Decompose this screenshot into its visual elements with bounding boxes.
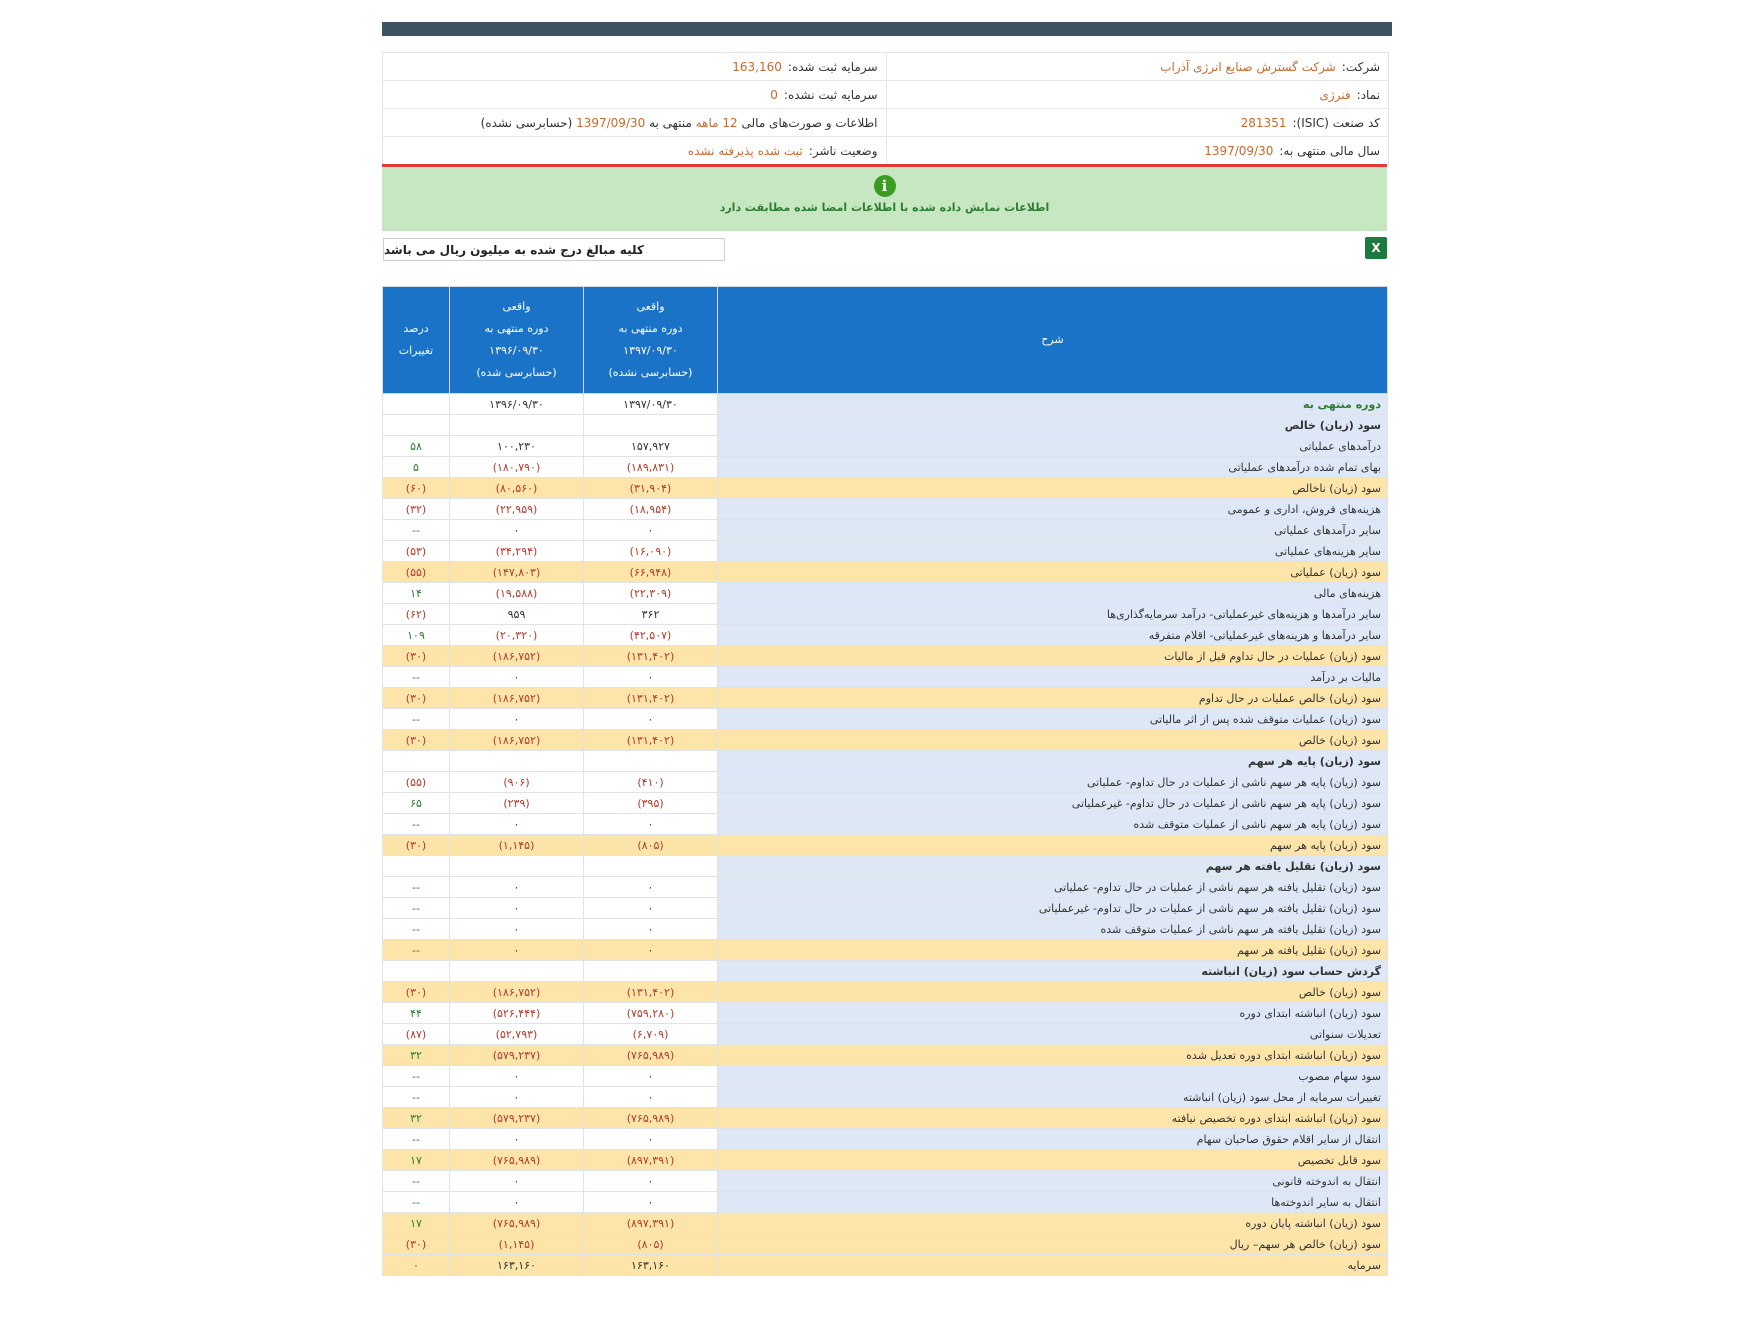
row-previous-value: (۵۷۹,۲۳۷) [450, 1108, 584, 1129]
row-description: سرمایه [718, 1255, 1388, 1276]
row-percent-change: -- [383, 1087, 450, 1108]
header-percent-change [383, 287, 450, 394]
table-row [383, 541, 1388, 562]
row-previous-value: ۰ [450, 940, 584, 961]
row-current-value: (۸۰۵) [584, 1234, 718, 1255]
table-row [383, 562, 1388, 583]
row-percent-change: ۰ [383, 1255, 450, 1276]
row-previous-value: (۸۰,۵۶۰) [450, 478, 584, 499]
table-row [383, 730, 1388, 751]
top-bar [382, 22, 1392, 36]
row-description: سود (زیان) عملیات در حال تداوم قبل از مالیات [718, 646, 1388, 667]
row-previous-value [450, 415, 584, 436]
row-previous-value [450, 961, 584, 982]
row-current-value: (۱۳۱,۴۰۲) [584, 688, 718, 709]
row-description: سود (زیان) تقلیل یافته هر سهم ناشی از عملیات در حال تداوم- غیرعملیاتی [718, 898, 1388, 919]
row-percent-change: -- [383, 898, 450, 919]
row-description: سایر درآمدها و هزینه‌های غیرعملیاتی- اقلام متفرقه [718, 625, 1388, 646]
row-previous-value: ۱۳۹۶/۰۹/۳۰ [450, 394, 584, 415]
row-current-value: ۰ [584, 940, 718, 961]
table-row [383, 814, 1388, 835]
table-row [383, 1213, 1388, 1234]
row-previous-value: (۵۲,۷۹۳) [450, 1024, 584, 1045]
header-line: واقعی [502, 300, 531, 313]
row-current-value: (۴۲,۵۰۷) [584, 625, 718, 646]
row-description: سود (زیان) پایه هر سهم [718, 835, 1388, 856]
publisher-status-label: وضعیت ناشر: [808, 143, 878, 158]
row-description: سود (زیان) تقلیل یافته هر سهم [718, 940, 1388, 961]
table-row [383, 415, 1388, 436]
row-previous-value: ۹۵۹ [450, 604, 584, 625]
row-current-value: (۳۹۵) [584, 793, 718, 814]
row-percent-change: (۳۰) [383, 1234, 450, 1255]
row-previous-value: ۰ [450, 520, 584, 541]
row-description: سود (زیان) انباشته پایان دوره [718, 1213, 1388, 1234]
row-description: سایر درآمدهای عملیاتی [718, 520, 1388, 541]
row-previous-value: ۱۰۰,۲۳۰ [450, 436, 584, 457]
header-current-period [584, 287, 718, 394]
row-percent-change: -- [383, 1192, 450, 1213]
row-percent-change: (۳۰) [383, 835, 450, 856]
statement-months: 12 ماهه [695, 115, 738, 130]
row-previous-value: ۰ [450, 709, 584, 730]
row-description: هزینه‌های فروش، اداری و عمومی [718, 499, 1388, 520]
row-previous-value: (۱۸۶,۷۵۲) [450, 730, 584, 751]
row-description: سود (زیان) خالص [718, 730, 1388, 751]
row-percent-change: -- [383, 940, 450, 961]
row-percent-change: (۶۰) [383, 478, 450, 499]
row-description: سود (زیان) پایه هر سهم ناشی از عملیات متوقف شده [718, 814, 1388, 835]
row-previous-value: ۰ [450, 919, 584, 940]
table-row [383, 919, 1388, 940]
table-row [383, 604, 1388, 625]
row-current-value: ۰ [584, 898, 718, 919]
row-previous-value: (۱,۱۴۵) [450, 835, 584, 856]
row-current-value: ۱۵۷,۹۲۷ [584, 436, 718, 457]
row-description: مالیات بر درآمد [718, 667, 1388, 688]
row-description: انتقال به اندوخته قانونی [718, 1171, 1388, 1192]
table-row [383, 982, 1388, 1003]
header-line: دوره منتهی به [484, 322, 549, 335]
table-row [383, 478, 1388, 499]
row-percent-change: -- [383, 1066, 450, 1087]
row-current-value: ۰ [584, 919, 718, 940]
page-wrapper [382, 22, 1392, 1272]
table-row [383, 520, 1388, 541]
row-current-value: (۱۳۱,۴۰۲) [584, 982, 718, 1003]
row-current-value: (۸۹۷,۳۹۱) [584, 1150, 718, 1171]
statement-date: 1397/09/30 [576, 115, 646, 130]
row-percent-change: -- [383, 814, 450, 835]
row-description: درآمدهای عملیاتی [718, 436, 1388, 457]
row-previous-value: ۰ [450, 1066, 584, 1087]
row-previous-value: ۰ [450, 1129, 584, 1150]
row-description: سود (زیان) خالص عملیات در حال تداوم [718, 688, 1388, 709]
row-description: انتقال به سایر اندوخته‌ها [718, 1192, 1388, 1213]
table-row [383, 625, 1388, 646]
info-row [383, 53, 1388, 81]
row-description: سود (زیان) انباشته ابتدای دوره [718, 1003, 1388, 1024]
statement-period-cell [383, 109, 886, 136]
row-current-value: ۱۳۹۷/۰۹/۳۰ [584, 394, 718, 415]
row-percent-change: ۶۵ [383, 793, 450, 814]
table-row [383, 1150, 1388, 1171]
table-row [383, 856, 1388, 877]
publisher-status-cell [383, 137, 886, 164]
row-description: سود (زیان) پایه هر سهم [718, 751, 1388, 772]
row-percent-change: ۵ [383, 457, 450, 478]
row-description: سود (زیان) پایه هر سهم ناشی از عملیات در حال تداوم- عملیاتی [718, 772, 1388, 793]
row-percent-change: (۵۵) [383, 772, 450, 793]
row-previous-value: (۲۳۹) [450, 793, 584, 814]
row-previous-value: ۰ [450, 667, 584, 688]
row-current-value: ۰ [584, 1171, 718, 1192]
row-percent-change [383, 961, 450, 982]
row-percent-change: ۴۴ [383, 1003, 450, 1024]
registered-capital-cell [383, 53, 886, 80]
symbol-cell [886, 81, 1389, 108]
row-description: دوره منتهی به [718, 394, 1388, 415]
table-row [383, 1066, 1388, 1087]
row-description: سود قابل تخصیص [718, 1150, 1388, 1171]
row-previous-value: (۹۰۶) [450, 772, 584, 793]
table-row [383, 961, 1388, 982]
row-current-value: (۱۳۱,۴۰۲) [584, 730, 718, 751]
header-line: (حسابرسی نشده) [608, 366, 693, 379]
row-description: گردش حساب سود (زیان) انباشته [718, 961, 1388, 982]
table-row [383, 1234, 1388, 1255]
notice-banner [382, 164, 1387, 231]
row-current-value: ۰ [584, 520, 718, 541]
row-current-value: (۲۲,۳۰۹) [584, 583, 718, 604]
row-current-value: (۱۸,۹۵۴) [584, 499, 718, 520]
table-row [383, 667, 1388, 688]
row-percent-change: (۳۰) [383, 982, 450, 1003]
row-current-value: (۱۶,۰۹۰) [584, 541, 718, 562]
row-description: سود (زیان) انباشته ابتدای دوره تعدیل شده [718, 1045, 1388, 1066]
row-current-value: ۰ [584, 877, 718, 898]
row-percent-change: -- [383, 667, 450, 688]
table-row [383, 1003, 1388, 1024]
header-line: ۱۳۹۷/۰۹/۳۰ [623, 344, 678, 357]
isic-cell [886, 109, 1389, 136]
row-percent-change: (۵۳) [383, 541, 450, 562]
row-current-value: (۶۶,۹۴۸) [584, 562, 718, 583]
row-description: سایر هزینه‌های عملیاتی [718, 541, 1388, 562]
row-description: سایر درآمدها و هزینه‌های غیرعملیاتی- درآمد سرمایه‌گذاری‌ها [718, 604, 1388, 625]
table-row [383, 688, 1388, 709]
row-previous-value: (۱۸۶,۷۵۲) [450, 688, 584, 709]
table-row [383, 940, 1388, 961]
table-row [383, 1192, 1388, 1213]
table-row [383, 499, 1388, 520]
row-description: انتقال از سایر اقلام حقوق صاحبان سهام [718, 1129, 1388, 1150]
statement-audit: (حسابرسی نشده) [480, 115, 573, 130]
publisher-status-value: ثبت شده پذیرفته نشده [687, 143, 803, 158]
row-percent-change: (۶۲) [383, 604, 450, 625]
row-percent-change [383, 856, 450, 877]
row-percent-change: (۳۰) [383, 688, 450, 709]
row-current-value: ۰ [584, 814, 718, 835]
row-description: بهای تمام شده درآمدهای عملیاتی [718, 457, 1388, 478]
statement-prefix: اطلاعات و صورت‌های مالی [741, 115, 878, 130]
row-current-value: (۱۸۹,۸۳۱) [584, 457, 718, 478]
table-row [383, 646, 1388, 667]
table-row [383, 835, 1388, 856]
row-previous-value: (۲۲,۹۵۹) [450, 499, 584, 520]
row-percent-change: ۱۰۹ [383, 625, 450, 646]
row-percent-change: (۸۷) [383, 1024, 450, 1045]
table-row [383, 751, 1388, 772]
row-percent-change: ۱۷ [383, 1150, 450, 1171]
row-percent-change: (۳۰) [383, 730, 450, 751]
row-description: سود (زیان) خالص [718, 982, 1388, 1003]
header-line: واقعی [636, 300, 665, 313]
row-percent-change: -- [383, 1129, 450, 1150]
row-description: سود سهام مصوب [718, 1066, 1388, 1087]
row-percent-change: ۱۷ [383, 1213, 450, 1234]
row-previous-value: ۱۶۳,۱۶۰ [450, 1255, 584, 1276]
table-row [383, 583, 1388, 604]
info-row [383, 109, 1388, 137]
row-percent-change: ۱۴ [383, 583, 450, 604]
row-current-value [584, 961, 718, 982]
table-row [383, 898, 1388, 919]
row-previous-value [450, 751, 584, 772]
row-current-value: ۳۶۲ [584, 604, 718, 625]
unit-note: کلیه مبالغ درج شده به میلیون ریال می باشد [383, 238, 725, 261]
row-current-value: (۱۳۱,۴۰۲) [584, 646, 718, 667]
header-line: درصد [403, 322, 429, 335]
table-row [383, 394, 1388, 415]
table-header-row [383, 287, 1388, 394]
row-current-value: ۰ [584, 667, 718, 688]
row-previous-value: (۵۲۶,۴۴۴) [450, 1003, 584, 1024]
registered-capital-value: 163,160 [732, 59, 782, 74]
table-row [383, 772, 1388, 793]
company-label: شرکت: [1341, 59, 1380, 74]
row-percent-change: -- [383, 919, 450, 940]
row-previous-value: (۱۴۷,۸۰۳) [450, 562, 584, 583]
row-current-value: ۰ [584, 1129, 718, 1150]
row-current-value: (۷۵۹,۲۸۰) [584, 1003, 718, 1024]
header-line: تغییرات [398, 344, 434, 357]
row-description: تغییرات سرمایه از محل سود (زیان) انباشته [718, 1087, 1388, 1108]
row-percent-change: ۳۲ [383, 1045, 450, 1066]
statement-mid: منتهی به [649, 115, 692, 130]
row-current-value: (۶,۷۰۹) [584, 1024, 718, 1045]
company-info-panel [382, 52, 1389, 165]
row-description: سود (زیان) پایه هر سهم ناشی از عملیات در حال تداوم- غیرعملیاتی [718, 793, 1388, 814]
row-description: سود (زیان) تقلیل یافته هر سهم [718, 856, 1388, 877]
symbol-value: فنرژی [1319, 87, 1351, 102]
row-description: هزینه‌های مالی [718, 583, 1388, 604]
row-description: سود (زیان) خالص هر سهم– ریال [718, 1234, 1388, 1255]
row-percent-change: ۵۸ [383, 436, 450, 457]
company-value: شرکت گسترش صنایع انرژی آذراب [1160, 59, 1336, 74]
row-previous-value: (۲۰,۳۲۰) [450, 625, 584, 646]
income-statement-table [382, 286, 1388, 1276]
row-previous-value: (۷۶۵,۹۸۹) [450, 1150, 584, 1171]
row-previous-value: (۱۹,۵۸۸) [450, 583, 584, 604]
row-previous-value: ۰ [450, 877, 584, 898]
row-percent-change: -- [383, 877, 450, 898]
row-current-value: (۷۶۵,۹۸۹) [584, 1045, 718, 1066]
row-current-value [584, 856, 718, 877]
row-previous-value [450, 856, 584, 877]
table-body [383, 394, 1388, 1276]
row-previous-value: (۱۸۰,۷۹۰) [450, 457, 584, 478]
row-previous-value: (۳۴,۲۹۴) [450, 541, 584, 562]
company-cell [886, 53, 1389, 80]
row-current-value: (۸۰۵) [584, 835, 718, 856]
symbol-label: نماد: [1356, 87, 1380, 102]
table-row [383, 1129, 1388, 1150]
row-current-value: ۰ [584, 1087, 718, 1108]
header-previous-period [450, 287, 584, 394]
row-percent-change: -- [383, 520, 450, 541]
header-line: دوره منتهی به [618, 322, 683, 335]
row-description: تعدیلات سنواتی [718, 1024, 1388, 1045]
row-description: سود (زیان) تقلیل یافته هر سهم ناشی از عملیات در حال تداوم- عملیاتی [718, 877, 1388, 898]
excel-icon[interactable]: X [1365, 237, 1387, 259]
row-percent-change: -- [383, 709, 450, 730]
header-description: شرح [718, 287, 1388, 394]
header-line: (حسابرسی شده) [476, 366, 557, 379]
row-percent-change [383, 415, 450, 436]
row-percent-change: (۳۰) [383, 646, 450, 667]
row-current-value: (۷۶۵,۹۸۹) [584, 1108, 718, 1129]
row-previous-value: ۰ [450, 1171, 584, 1192]
unregistered-capital-value: 0 [770, 87, 778, 102]
row-current-value: ۰ [584, 709, 718, 730]
row-previous-value: (۱۸۶,۷۵۲) [450, 982, 584, 1003]
table-row [383, 1255, 1388, 1276]
table-row [383, 1024, 1388, 1045]
unregistered-capital-label: سرمایه ثبت نشده: [783, 87, 878, 102]
row-description: سود (زیان) انباشته ابتدای دوره تخصیص نیافته [718, 1108, 1388, 1129]
row-previous-value: (۵۷۹,۲۳۷) [450, 1045, 584, 1066]
row-percent-change: (۳۲) [383, 499, 450, 520]
row-current-value: (۳۱,۹۰۴) [584, 478, 718, 499]
row-current-value: (۴۱۰) [584, 772, 718, 793]
row-description: سود (زیان) عملیات متوقف شده پس از اثر مالیاتی [718, 709, 1388, 730]
row-current-value [584, 415, 718, 436]
isic-label: کد صنعت (ISIC): [1292, 115, 1380, 130]
row-previous-value: (۱۸۶,۷۵۲) [450, 646, 584, 667]
row-current-value: ۰ [584, 1192, 718, 1213]
fiscal-year-value: 1397/09/30 [1204, 143, 1274, 158]
row-description: سود (زیان) عملیاتی [718, 562, 1388, 583]
row-description: سود (زیان) تقلیل یافته هر سهم ناشی از عملیات متوقف شده [718, 919, 1388, 940]
info-row [383, 81, 1388, 109]
info-icon: i [874, 175, 896, 197]
table-row [383, 709, 1388, 730]
row-current-value [584, 751, 718, 772]
header-line: ۱۳۹۶/۰۹/۳۰ [489, 344, 544, 357]
registered-capital-label: سرمایه ثبت شده: [787, 59, 878, 74]
row-current-value: (۸۹۷,۳۹۱) [584, 1213, 718, 1234]
row-percent-change: (۵۵) [383, 562, 450, 583]
row-previous-value: ۰ [450, 814, 584, 835]
table-row [383, 436, 1388, 457]
row-percent-change: -- [383, 1171, 450, 1192]
notice-message: اطلاعات نمایش داده شده با اطلاعات امضا شده مطابقت دارد [719, 201, 1050, 214]
table-row [383, 1087, 1388, 1108]
table-row [383, 1045, 1388, 1066]
fiscal-year-label: سال مالی منتهی به: [1279, 143, 1380, 158]
table-row [383, 877, 1388, 898]
row-description: سود (زیان) ناخالص [718, 478, 1388, 499]
row-current-value: ۰ [584, 1066, 718, 1087]
row-description: سود (زیان) خالص [718, 415, 1388, 436]
row-previous-value: (۱,۱۴۵) [450, 1234, 584, 1255]
row-previous-value: ۰ [450, 1087, 584, 1108]
row-previous-value: (۷۶۵,۹۸۹) [450, 1213, 584, 1234]
table-row [383, 793, 1388, 814]
row-previous-value: ۰ [450, 898, 584, 919]
row-percent-change: ۳۲ [383, 1108, 450, 1129]
row-current-value: ۱۶۳,۱۶۰ [584, 1255, 718, 1276]
info-row [383, 137, 1388, 164]
table-row [383, 1171, 1388, 1192]
fiscal-year-cell [886, 137, 1389, 164]
table-row [383, 457, 1388, 478]
row-previous-value: ۰ [450, 1192, 584, 1213]
table-row [383, 1108, 1388, 1129]
isic-value: 281351 [1240, 115, 1287, 130]
row-percent-change [383, 394, 450, 415]
unregistered-capital-cell [383, 81, 886, 108]
row-percent-change [383, 751, 450, 772]
